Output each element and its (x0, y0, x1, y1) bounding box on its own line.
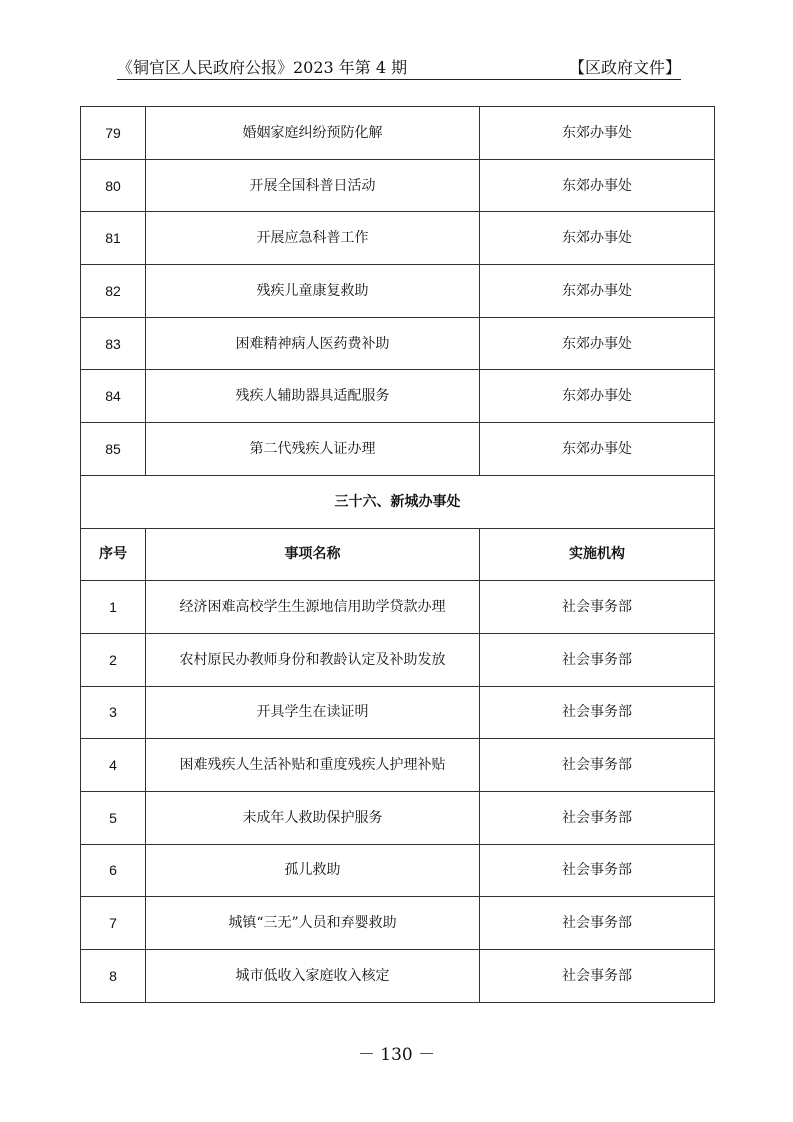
column-header-item-name: 事项名称 (146, 528, 480, 581)
row-number: 83 (81, 317, 146, 370)
row-number: 4 (81, 739, 146, 792)
row-number: 84 (81, 370, 146, 423)
table-row (81, 686, 715, 739)
implementing-agency: 社会事务部 (480, 581, 715, 634)
row-number: 5 (81, 791, 146, 844)
table-row (81, 265, 715, 318)
table-row (81, 423, 715, 476)
page-number: － 130 － (357, 1045, 436, 1065)
implementing-agency: 社会事务部 (480, 950, 715, 1003)
implementing-agency: 社会事务部 (480, 844, 715, 897)
implementing-agency: 社会事务部 (480, 633, 715, 686)
row-number: 1 (81, 581, 146, 634)
column-header-row (81, 528, 715, 581)
row-number: 6 (81, 844, 146, 897)
item-name: 第二代残疾人证办理 (146, 423, 480, 476)
item-name: 困难精神病人医药费补助 (146, 317, 480, 370)
implementing-agency: 社会事务部 (480, 739, 715, 792)
document-category: 【区政府文件】 (568, 58, 681, 77)
table-row (81, 739, 715, 792)
row-number: 7 (81, 897, 146, 950)
row-number: 2 (81, 633, 146, 686)
row-number: 81 (81, 212, 146, 265)
implementing-agency: 社会事务部 (480, 791, 715, 844)
item-name: 未成年人救助保护服务 (146, 791, 480, 844)
row-number: 3 (81, 686, 146, 739)
table-row (81, 212, 715, 265)
table-row (81, 950, 715, 1003)
item-name: 孤儿救助 (146, 844, 480, 897)
implementing-agency: 社会事务部 (480, 686, 715, 739)
implementing-agency: 社会事务部 (480, 897, 715, 950)
gazette-title: 《铜官区人民政府公报》2023 年第 4 期 (117, 58, 408, 77)
column-header-agency: 实施机构 (480, 528, 715, 581)
page-header (117, 56, 681, 80)
table-row (81, 791, 715, 844)
item-name: 开展应急科普工作 (146, 212, 480, 265)
section-row (81, 475, 715, 528)
item-name: 城市低收入家庭收入核定 (146, 950, 480, 1003)
row-number: 79 (81, 107, 146, 160)
column-header-number: 序号 (81, 528, 146, 581)
implementing-agency: 东郊办事处 (480, 212, 715, 265)
implementing-agency: 东郊办事处 (480, 107, 715, 160)
table-row (81, 370, 715, 423)
row-number: 85 (81, 423, 146, 476)
item-name: 残疾儿童康复救助 (146, 265, 480, 318)
table-row (81, 159, 715, 212)
table-row (81, 317, 715, 370)
table-row (81, 897, 715, 950)
item-name: 开展全国科普日活动 (146, 159, 480, 212)
services-table (80, 106, 715, 1003)
table-row (81, 107, 715, 160)
item-name: 婚姻家庭纠纷预防化解 (146, 107, 480, 160)
row-number: 8 (81, 950, 146, 1003)
item-name: 困难残疾人生活补贴和重度残疾人护理补贴 (146, 739, 480, 792)
header-divider (117, 79, 681, 80)
implementing-agency: 东郊办事处 (480, 159, 715, 212)
item-name: 农村原民办教师身份和教龄认定及补助发放 (146, 633, 480, 686)
table-row (81, 844, 715, 897)
item-name: 开具学生在读证明 (146, 686, 480, 739)
implementing-agency: 东郊办事处 (480, 317, 715, 370)
item-name: 残疾人辅助器具适配服务 (146, 370, 480, 423)
implementing-agency: 东郊办事处 (480, 265, 715, 318)
implementing-agency: 东郊办事处 (480, 423, 715, 476)
table-row (81, 633, 715, 686)
table-row (81, 581, 715, 634)
section-title: 三十六、新城办事处 (81, 475, 715, 528)
row-number: 80 (81, 159, 146, 212)
item-name: 城镇“三无”人员和弃婴救助 (146, 897, 480, 950)
item-name: 经济困难高校学生生源地信用助学贷款办理 (146, 581, 480, 634)
row-number: 82 (81, 265, 146, 318)
implementing-agency: 东郊办事处 (480, 370, 715, 423)
